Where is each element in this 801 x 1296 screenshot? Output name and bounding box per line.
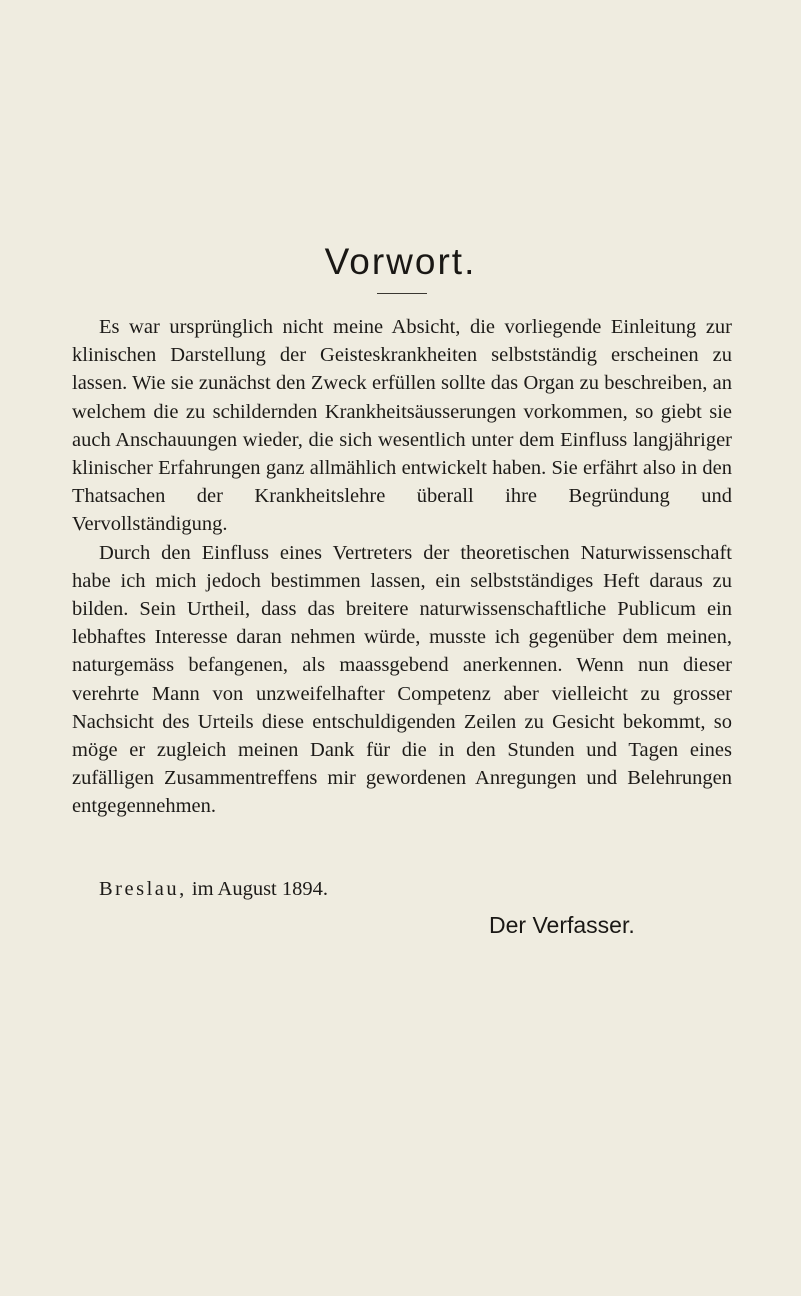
paragraph-2: Durch den Einfluss eines Vertreters der theoretischen Naturwissenschaft habe ich mich jedoch bestimmen lassen, ein selbstständiges Heft daraus zu bilden. Sein Urtheil, dass das breitere naturwissenschaftliche Publicum ein lebhaftes Interesse daran nehmen würde, musste ich gegenüber dem meinen, naturgemäss befangenen, als maassgebend anerkennen. Wenn nun dieser verehrte Mann von unzweifelhafter Competenz aber vielleicht zu grosser Nachsicht des Urteils diese entschuldigenden Zeilen zu Gesicht bekommt, so möge er zugleich meinen Dank für die in den Stunden und Tagen eines zufälligen Zusammentreffens mir gewordenen Anregungen und Belehrungen entgegennehmen. xyxy=(72,541,732,818)
place-and-date xyxy=(99,875,328,903)
paragraph-1: Es war ursprünglich nicht meine Absicht, die vorliegende Einleitung zur klinischen Darstellung der Geisteskrankheiten selbstständig erscheinen zu lassen. Wie sie zunächst den Zweck erfüllen sollte das Organ zu beschreiben, an welchem die zu schildernden Krankheitsäusserungen vorkommen, so giebt sie auch Anschauungen wieder, die sich wesentlich unter dem Einfluss langjähriger klinischer Erfahrungen ganz allmählich entwickelt haben. Sie erfährt also in den Thatsachen der Krankheitslehre überall ihre Begründung und Vervollständigung. xyxy=(72,316,732,536)
page-title: Vorwort. xyxy=(324,241,477,282)
preface-body xyxy=(72,313,732,821)
title-divider xyxy=(377,293,427,294)
date: im August 1894. xyxy=(191,878,328,900)
place: Breslau, xyxy=(99,878,187,900)
signature: Der Verfasser. xyxy=(489,912,635,938)
